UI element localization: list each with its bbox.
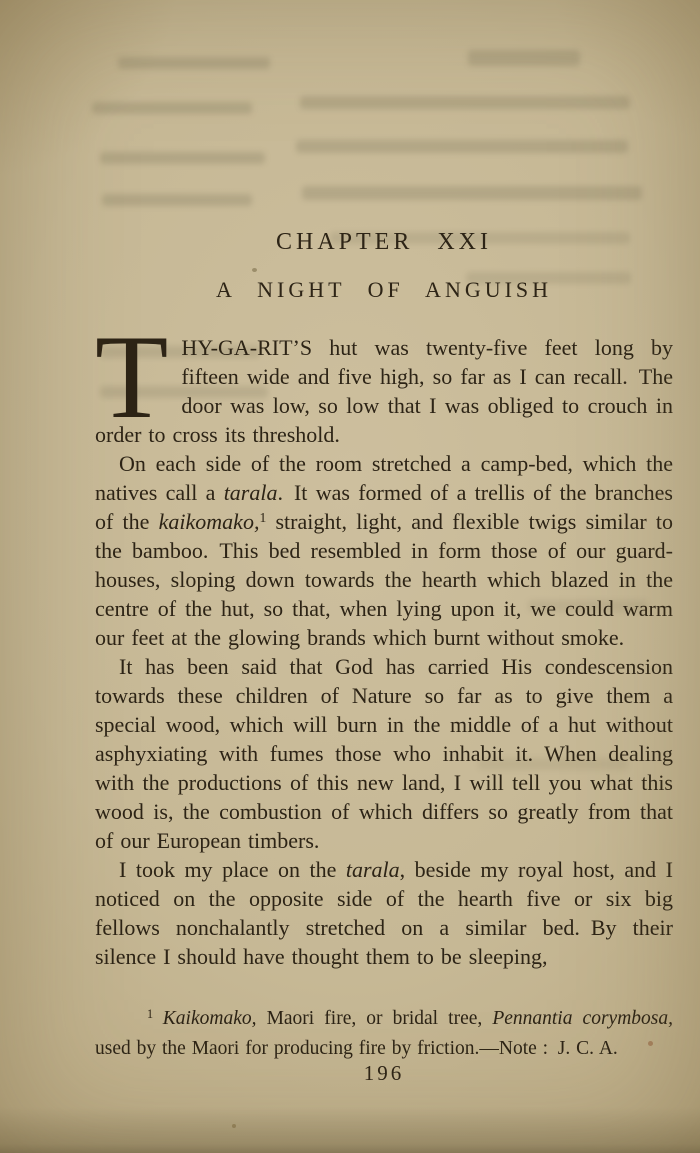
chapter-title: A NIGHT OF ANGUISH	[215, 277, 553, 302]
text-run: used by the Maori for producing fire by friction.—Note : J. C. A.	[95, 1038, 618, 1059]
text-run: , beside my royal host, and I noticed on the opposite side of the hearth five or six big fellows nonchalantly stretched on a similar bed. By their silence I should have thought them to be sleeping,	[95, 857, 673, 969]
paragraph	[95, 855, 673, 971]
italic-term: kaikomako,	[158, 509, 260, 534]
text-run: HY-GA-RIT’S hut was twenty-five feet long by fifteen wide and five high, so far as I can recall. The door was low, so low that I was obliged to crouch in order to cross its threshold.	[95, 335, 673, 447]
italic-term: tarala	[223, 480, 278, 505]
text-run	[153, 1008, 163, 1029]
italic-term: tarala	[345, 857, 400, 882]
page-number: 196	[363, 1061, 405, 1085]
footnote	[95, 1004, 673, 1064]
paper-speck	[232, 1124, 236, 1128]
show-through-mark	[100, 152, 265, 164]
show-through-mark	[296, 140, 628, 153]
show-through-mark	[468, 50, 580, 66]
paragraph	[95, 652, 673, 855]
drop-cap: T	[95, 310, 169, 443]
paper-speck	[252, 268, 257, 272]
paragraph	[95, 310, 673, 449]
body-text	[95, 310, 674, 971]
italic-term: Kaikomako,	[162, 1008, 257, 1029]
text-run: . It was formed of a trellis of the branches of the	[95, 480, 673, 534]
show-through-mark	[102, 194, 252, 206]
text-run: It has been said that God has carried His condescension towards these children of Nature so far as to give them a special wood, which will burn in the middle of a hut without asphyxiating with fumes those who inhabit it. When dealing with the productions of this new land, I will tell you what this wood is, the combustion of which differs so greatly from that of our European timbers.	[95, 654, 673, 853]
text-run: I took my place on the	[119, 857, 346, 882]
text-run: straight, light, and flexible twigs similar to the bamboo. This bed resembled in form those of our guard-houses, sloping down towards the hearth which blazed in the centre of the hut, so that, when lying upon it, we could warm our feet at the glowing brands which burnt without smoke.	[95, 509, 674, 650]
chapter-heading: CHAPTER XXI	[275, 229, 492, 255]
footnote-reference: 1	[259, 510, 267, 526]
show-through-mark	[118, 57, 270, 69]
show-through-mark	[92, 102, 252, 114]
show-through-mark	[302, 186, 642, 200]
text-run: Maori fire, or bridal tree,	[256, 1008, 493, 1029]
footnote-reference: 1	[147, 1007, 154, 1022]
text-run: On each side of the room stretched a camp-bed, which the natives call a	[95, 451, 673, 505]
italic-term: Pennantia corymbosa,	[492, 1008, 673, 1029]
paragraph	[95, 449, 673, 652]
show-through-mark	[300, 96, 630, 109]
